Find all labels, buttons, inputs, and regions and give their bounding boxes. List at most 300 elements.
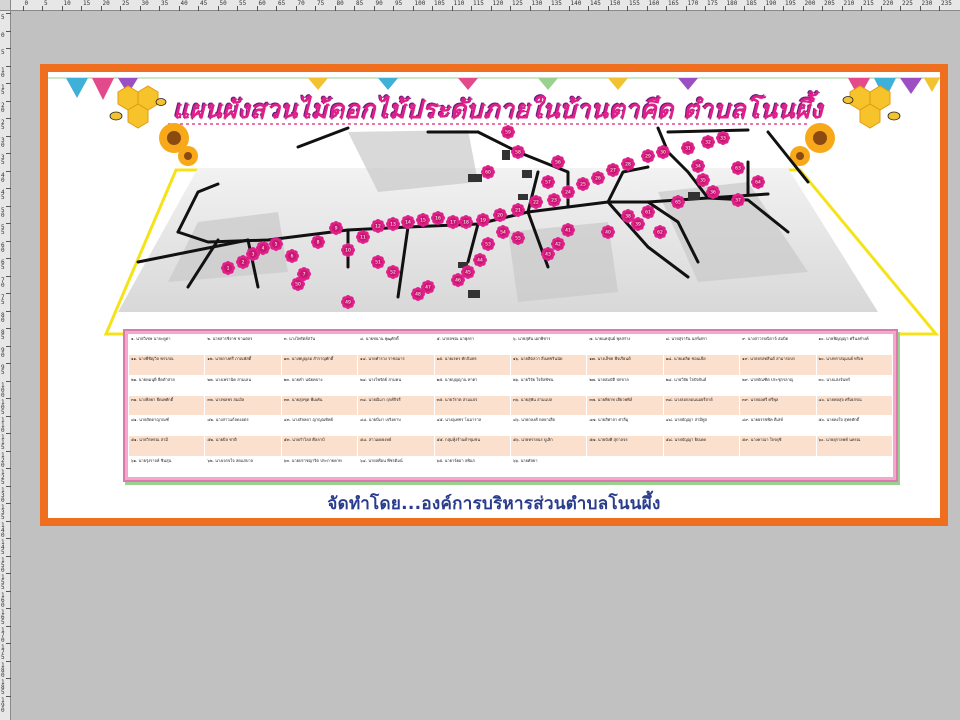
ruler-top-label: 190 [765,0,777,7]
ruler-left-label: 15 [1,84,5,96]
table-cell: ๑๕. นายเรคร ศักภิมพร [434,355,510,375]
ruler-top-label: 85 [356,0,364,7]
ruler-top-label: 180 [726,0,738,7]
table-cell: ๒๒. นางเพรานิค สามเลน [205,375,281,395]
ruler-left-label: 5 [1,49,5,56]
ruler-top-tick [764,6,765,11]
flower-marker-number: 6 [290,254,294,260]
owner-list-panel [123,329,898,482]
flower-marker-55 [511,231,525,245]
ruler-top-label: 120 [492,0,504,7]
table-cell: ๒. นายสารชิงาช ขาแตลร [205,335,281,355]
ruler-top-tick [939,6,940,11]
ruler-top-tick [530,6,531,11]
ruler-left-tick [6,66,11,67]
ruler-top-label: 30 [141,0,149,7]
ruler-left-label: 165 [1,609,5,626]
flower-marker-number: 29 [645,154,651,160]
poster-artboard[interactable] [40,64,948,526]
ruler-top-label: 5 [44,0,48,7]
ruler-left-tick [6,556,11,557]
ruler-top-label: 155 [629,0,640,7]
ruler-left-tick [6,678,11,679]
flower-marker-42 [551,237,565,251]
table-cell: ๕๐. นายคงใจ สุทธศักดิ์ [816,416,892,436]
table-cell: ๕๙. นางคาณา ใจรดุชิ [740,436,816,456]
ruler-top-label: 145 [590,0,601,7]
ruler-left-label: 125 [1,469,5,486]
ruler-top-tick [237,6,238,11]
ruler-top-label: 105 [434,0,445,7]
flower-marker-number: 28 [625,162,631,168]
ruler-left-tick [6,398,11,399]
flower-marker-37 [731,193,745,207]
flower-marker-61 [641,205,655,219]
flower-marker-52 [386,265,400,279]
ruler-top-tick [725,6,726,11]
table-cell: ๕๕. กลุ่มหุ้งร้านค้าชุมชน [434,436,510,456]
ruler-left-label: 120 [1,451,5,469]
ruler-left-label: 145 [1,539,5,556]
flower-marker-number: 8 [316,240,320,246]
flower-marker-number: 7 [302,272,306,278]
table-cell: ๖๓. นายปราชญาริต ประกายคาท [281,456,357,476]
ruler-top-tick [198,6,199,11]
ruler-left-tick [6,433,11,434]
ruler-top-tick [744,6,745,11]
flower-marker-number: 31 [685,146,691,152]
flower-marker-31 [681,141,695,155]
ruler-left-tick [6,661,11,662]
table-cell: ๓๓. นายสุลชุด พีเผคัน [281,395,357,415]
ruler-top-tick [510,6,511,11]
ruler-left-label: 60 [1,241,5,254]
ruler-top-tick [666,6,667,11]
flower-marker-57 [541,175,555,189]
flower-marker-32 [701,135,715,149]
honeycomb-decoration-left [110,86,166,128]
table-cell: ๓๗. นายพิธาท เยืยวพพิล์ [587,395,663,415]
flower-marker-number: 23 [551,198,557,204]
flower-marker-number: 12 [375,224,381,230]
ruler-left-label: 10 [1,66,5,79]
flower-marker-number: 14 [405,220,411,226]
ruler-top-label: 80 [336,0,344,7]
flower-marker-65 [671,195,685,209]
table-cell: ๓๐. นางแสงจันทร์ [816,375,892,395]
vertical-ruler[interactable] [0,11,11,720]
flower-marker-number: 61 [645,210,651,216]
ruler-left-label: 35 [1,154,5,166]
table-cell [740,456,816,476]
table-cell: ๓. นางไพรัตย์สวัน [281,335,357,355]
flower-marker-number: 51 [375,260,381,266]
ruler-top-label: 140 [570,0,582,7]
flower-marker-number: 13 [390,222,396,228]
table-cell: ๑๘. นายเดลิด ชอนเบีย [663,355,739,375]
ruler-left-label: 110 [1,416,5,434]
flower-marker-1 [221,261,235,275]
ruler-left-label: 75 [1,294,5,306]
ruler-left-label: 20 [1,101,5,114]
flower-marker-20 [493,208,507,222]
ruler-left-label: 175 [1,644,5,661]
ruler-origin[interactable] [0,0,11,11]
ruler-top-label: 210 [843,0,855,7]
flower-marker-12 [371,219,385,233]
flower-marker-18 [459,215,473,229]
flower-marker-60 [481,165,495,179]
flower-marker-16 [431,211,445,225]
ruler-top-tick [803,6,804,11]
flower-marker-54 [496,225,510,239]
ruler-left-label: 115 [1,434,5,451]
ruler-top-tick [783,6,784,11]
flower-marker-number: 24 [565,190,571,196]
flower-marker-29 [641,149,655,163]
flower-marker-number: 55 [515,236,521,242]
flower-marker-25 [576,177,590,191]
table-row [129,456,893,476]
ruler-left-label: 95 [1,364,5,376]
table-cell: ๒๗. นายสมบัติ ปกขาล [587,375,663,395]
flower-marker-number: 44 [477,258,483,264]
table-cell: ๒๕. นายบุญญาน ทาตา [434,375,510,395]
flower-marker-21 [511,203,525,217]
table-cell: ๑๒. นายถางศรี ภาณพัสดิ์ [205,355,281,375]
table-cell: ๕๓. นายกำไลส ศีลลาป์ [281,436,357,456]
flower-marker-number: 9 [334,226,338,232]
ruler-left-label: 55 [1,224,5,236]
ruler-left-label: 50 [1,206,5,219]
flower-marker-number: 60 [485,170,491,176]
flower-marker-number: 59 [505,130,511,136]
flower-marker-number: 4 [261,246,265,252]
ruler-top-label: 215 [863,0,874,7]
flower-marker-56 [551,155,565,169]
flower-marker-49 [341,295,355,309]
ruler-left-label: 160 [1,591,5,609]
flower-marker-23 [547,193,561,207]
ruler-top-tick [608,6,609,11]
ruler-left-tick [6,276,11,277]
table-cell: ๙. นางสาวรจณิกาจ์ สมบิด [740,335,816,355]
ruler-top-tick [179,6,180,11]
table-cell [587,456,663,476]
honeycomb-decoration-right [843,86,900,128]
flower-marker-27 [606,163,620,177]
ruler-left-tick [6,451,11,452]
flower-marker-number: 36 [710,190,716,196]
ruler-top-tick [218,6,219,11]
ruler-left-label: 70 [1,276,5,289]
ruler-top-tick [900,6,901,11]
table-cell: ๑. นายวิเชษ นาจะดูดา [129,335,205,355]
flower-marker-number: 21 [515,208,521,214]
flower-marker-15 [416,213,430,227]
ruler-top-tick [120,6,121,11]
flower-marker-34 [691,159,705,173]
ruler-top-tick [647,6,648,11]
flower-marker-number: 17 [450,220,456,226]
flower-marker-58 [511,145,525,159]
flower-marker-number: 11 [360,235,366,241]
flower-marker-4 [256,241,270,255]
ruler-top-label: 220 [882,0,894,7]
table-cell: ๒๖. นายวิจัย ใจจิลพัชน [510,375,586,395]
ruler-left-label: 155 [1,574,5,591]
ruler-left-tick [6,643,11,644]
flower-marker-40 [601,225,615,239]
table-cell: ๓๒. นางพลพร สมเงิล [205,395,281,415]
ruler-left-label: 40 [1,171,5,184]
flower-marker-number: 57 [545,180,551,186]
ruler-left-label: 5 [1,14,5,21]
ruler-left-tick [6,608,11,609]
flower-marker-8 [311,235,325,249]
ruler-top-label: 20 [102,0,110,7]
ruler-left-label: 140 [1,521,5,539]
ruler-top-label: 175 [707,0,718,7]
table-cell: ๓๔. นายณิเงา ฤกศ์กิจรี [358,395,434,415]
table-cell: ๔๔. นายบีเงา เจริงคาบ [358,416,434,436]
ruler-left-label: 185 [1,679,5,696]
ruler-top-label: 115 [473,0,484,7]
ruler-top-label: 70 [297,0,305,7]
flower-marker-number: 49 [345,300,351,306]
flower-marker-number: 30 [660,150,666,156]
ruler-left-label: 90 [1,346,5,359]
flower-marker-22 [529,195,543,209]
ruler-left-label: 190 [1,696,5,714]
flower-marker-14 [401,215,415,229]
ruler-left-tick [6,696,11,697]
flower-marker-46 [451,273,465,287]
ruler-top-label: 135 [551,0,562,7]
flower-marker-number: 38 [625,214,631,220]
table-cell: ๖๕. นายาจ์ยอา ลพิแก [434,456,510,476]
flower-marker-number: 35 [700,178,706,184]
table-cell: ๒๔. นางไพรัตย์ สามคน [358,375,434,395]
ruler-left-tick [6,293,11,294]
flower-marker-62 [653,225,667,239]
ruler-top-tick [374,6,375,11]
ruler-left-tick [6,328,11,329]
flower-marker-number: 64 [755,180,761,186]
ruler-left-tick [6,573,11,574]
ruler-top-tick [276,6,277,11]
table-cell: ๖๑. นายรุ่งราจห์ ซินสุน [129,456,205,476]
flower-marker-number: 40 [605,230,611,236]
flower-marker-number: 39 [635,222,641,228]
flower-marker-number: 22 [533,200,539,206]
ruler-left-tick [6,188,11,189]
table-cell: ๔๐. นายพลสุจ ศรีเยสรณ [816,395,892,415]
ruler-top-label: 15 [83,0,91,7]
flower-marker-number: 45 [465,270,471,276]
flower-marker-number: 62 [657,230,663,236]
ruler-top-label: 25 [122,0,130,7]
ruler-top-label: 65 [278,0,286,7]
credit-line: จัดทำโดย...องค์การบริหารส่วนตำบลโนนผึ้ง [327,494,661,514]
ruler-left-label: 100 [1,381,5,399]
horizontal-ruler[interactable] [0,0,960,11]
flower-marker-number: 34 [695,164,701,170]
ruler-top-label: 75 [317,0,325,7]
table-row [129,395,893,415]
ruler-left-tick [6,416,11,417]
table-cell: ๔. นายชนาน พุฒุศักดิ์ [358,335,434,355]
table-cell: ๑๓. นางพบูญลอ สำราญศักดิ์ [281,355,357,375]
table-cell: ๓๙. นายบ่อศรี ศรีพุล [740,395,816,415]
ruler-top-tick [432,6,433,11]
flower-marker-number: 33 [720,136,726,142]
table-cell: ๑๑. นางพีชิญวิล พรรภณ [129,355,205,375]
table-cell: ๔๓. นางสัลลดา ญาญณทิพย์ [281,416,357,436]
ruler-left-tick [6,503,11,504]
table-cell: ๕๒. นายบิล ชาติ [205,436,281,456]
table-cell: ๕. นายลชณ นาพุลรา [434,335,510,355]
ruler-top-label: 200 [804,0,816,7]
table-cell: ๔๖. นายกลงศ์ หลยาเสีย [510,416,586,436]
table-row [129,436,893,456]
ruler-top-label: 55 [239,0,247,7]
ruler-left-tick [6,521,11,522]
ruler-left-label: 0 [1,31,5,39]
ruler-top-tick [705,6,706,11]
ruler-top-tick [881,6,882,11]
table-cell: ๕๘. นายบัญญา ยิปเดค [663,436,739,456]
ruler-top-tick [42,6,43,11]
flower-marker-number: 1 [226,266,230,272]
ruler-top-label: 205 [824,0,835,7]
poster-title: แผนผังสวนไม้ดอกไม้ประดับภายในบ้านตาคีด ตำบลโนนผึ้ง [172,95,824,124]
ruler-left-tick [6,363,11,364]
ruler-top-tick [296,6,297,11]
ruler-top-tick [81,6,82,11]
flower-marker-35 [696,173,710,187]
ruler-left-label: 135 [1,504,5,521]
flower-marker-48 [411,287,425,301]
ruler-top-label: 60 [258,0,266,7]
ruler-top-label: 90 [375,0,383,7]
ruler-left-tick [6,381,11,382]
ruler-left-label: 85 [1,329,5,341]
flower-marker-number: 37 [735,198,741,204]
flower-marker-24 [561,185,575,199]
flower-marker-33 [716,131,730,145]
table-cell: ๕๔. สาวเผดยงหย์ [358,436,434,456]
ruler-left-tick [6,223,11,224]
ruler-left-tick [6,486,11,487]
table-cell: ๕๖. นายทรายนร บูเลิก [510,436,586,456]
table-cell: ๒๓. นายคำ นฉัยคบาง [281,375,357,395]
ruler-top-tick [354,6,355,11]
flower-marker-36 [706,185,720,199]
table-cell: ๓๖. นายสุพัน สามแปล [510,395,586,415]
flower-marker-11 [356,230,370,244]
ruler-top-label: 50 [219,0,227,7]
ruler-top-tick [452,6,453,11]
poster-canvas [48,72,940,518]
ruler-left-tick [6,13,11,14]
flower-marker-64 [751,175,765,189]
flower-marker-number: 25 [580,182,586,188]
ruler-left-tick [6,241,11,242]
ruler-top-tick [257,6,258,11]
ruler-left-label: 80 [1,311,5,324]
flower-marker-number: 52 [390,270,396,276]
table-cell: ๕๑. นายวิรพรณ สามี [129,436,205,456]
ruler-left-tick [6,538,11,539]
table-cell [663,456,739,476]
ruler-top-tick [62,6,63,11]
ruler-top-label: 10 [63,0,71,7]
flower-marker-number: 48 [415,292,421,298]
ruler-top-label: 165 [668,0,679,7]
flower-marker-number: 10 [345,248,351,254]
ruler-top-tick [315,6,316,11]
flower-marker-50 [291,277,305,291]
ruler-top-tick [569,6,570,11]
table-cell: ๔๙. นายยรรชพิค ดีเล่ห์ [740,416,816,436]
table-cell: ๑๗. นางเล็ชย พีจเรียนต์ [587,355,663,375]
ruler-top-label: 110 [453,0,465,7]
ruler-top-tick [413,6,414,11]
table-cell: ๘. นายสุรารัน นสร์เศรา [663,335,739,355]
flower-marker-number: 3 [251,252,255,258]
ruler-top-tick [23,6,24,11]
ruler-top-label: 0 [24,0,29,7]
flower-marker-number: 18 [463,220,469,226]
ruler-top-label: 170 [687,0,699,7]
flower-marker-9 [329,221,343,235]
flower-marker-number: 50 [295,282,301,288]
ruler-left-tick [6,31,11,32]
ruler-left-tick [6,153,11,154]
flower-marker-number: 63 [735,166,741,172]
flower-marker-44 [473,253,487,267]
flower-marker-19 [476,213,490,227]
flower-marker-13 [386,217,400,231]
ruler-top-label: 225 [902,0,913,7]
ruler-top-tick [335,6,336,11]
table-cell: ๑๙. นายจรลทสินต์ สามารถบร [740,355,816,375]
flower-marker-17 [446,215,460,229]
ruler-top-label: 40 [180,0,188,7]
table-cell: ๔๑. นายสัดดาญาณฑ์ [129,416,205,436]
flower-marker-number: 32 [705,140,711,146]
ruler-left-label: 150 [1,556,5,574]
ruler-left-tick [6,206,11,207]
ruler-left-tick [6,83,11,84]
ruler-top-label: 160 [648,0,660,7]
flower-marker-number: 53 [485,242,491,248]
ruler-top-tick [627,6,628,11]
flower-marker-41 [561,223,575,237]
table-cell: ๖๖. นายศัลยา [510,456,586,476]
ruler-left-label: 30 [1,136,5,149]
ruler-top-label: 185 [746,0,757,7]
flower-marker-28 [621,157,635,171]
table-cell: ๒๙. นายบัณฑิต ประชุกรลาญ [740,375,816,395]
flower-marker-53 [481,237,495,251]
table-row [129,416,893,436]
table-cell [816,456,892,476]
ruler-top-label: 230 [921,0,933,7]
flower-marker-63 [731,161,745,175]
ruler-top-tick [491,6,492,11]
